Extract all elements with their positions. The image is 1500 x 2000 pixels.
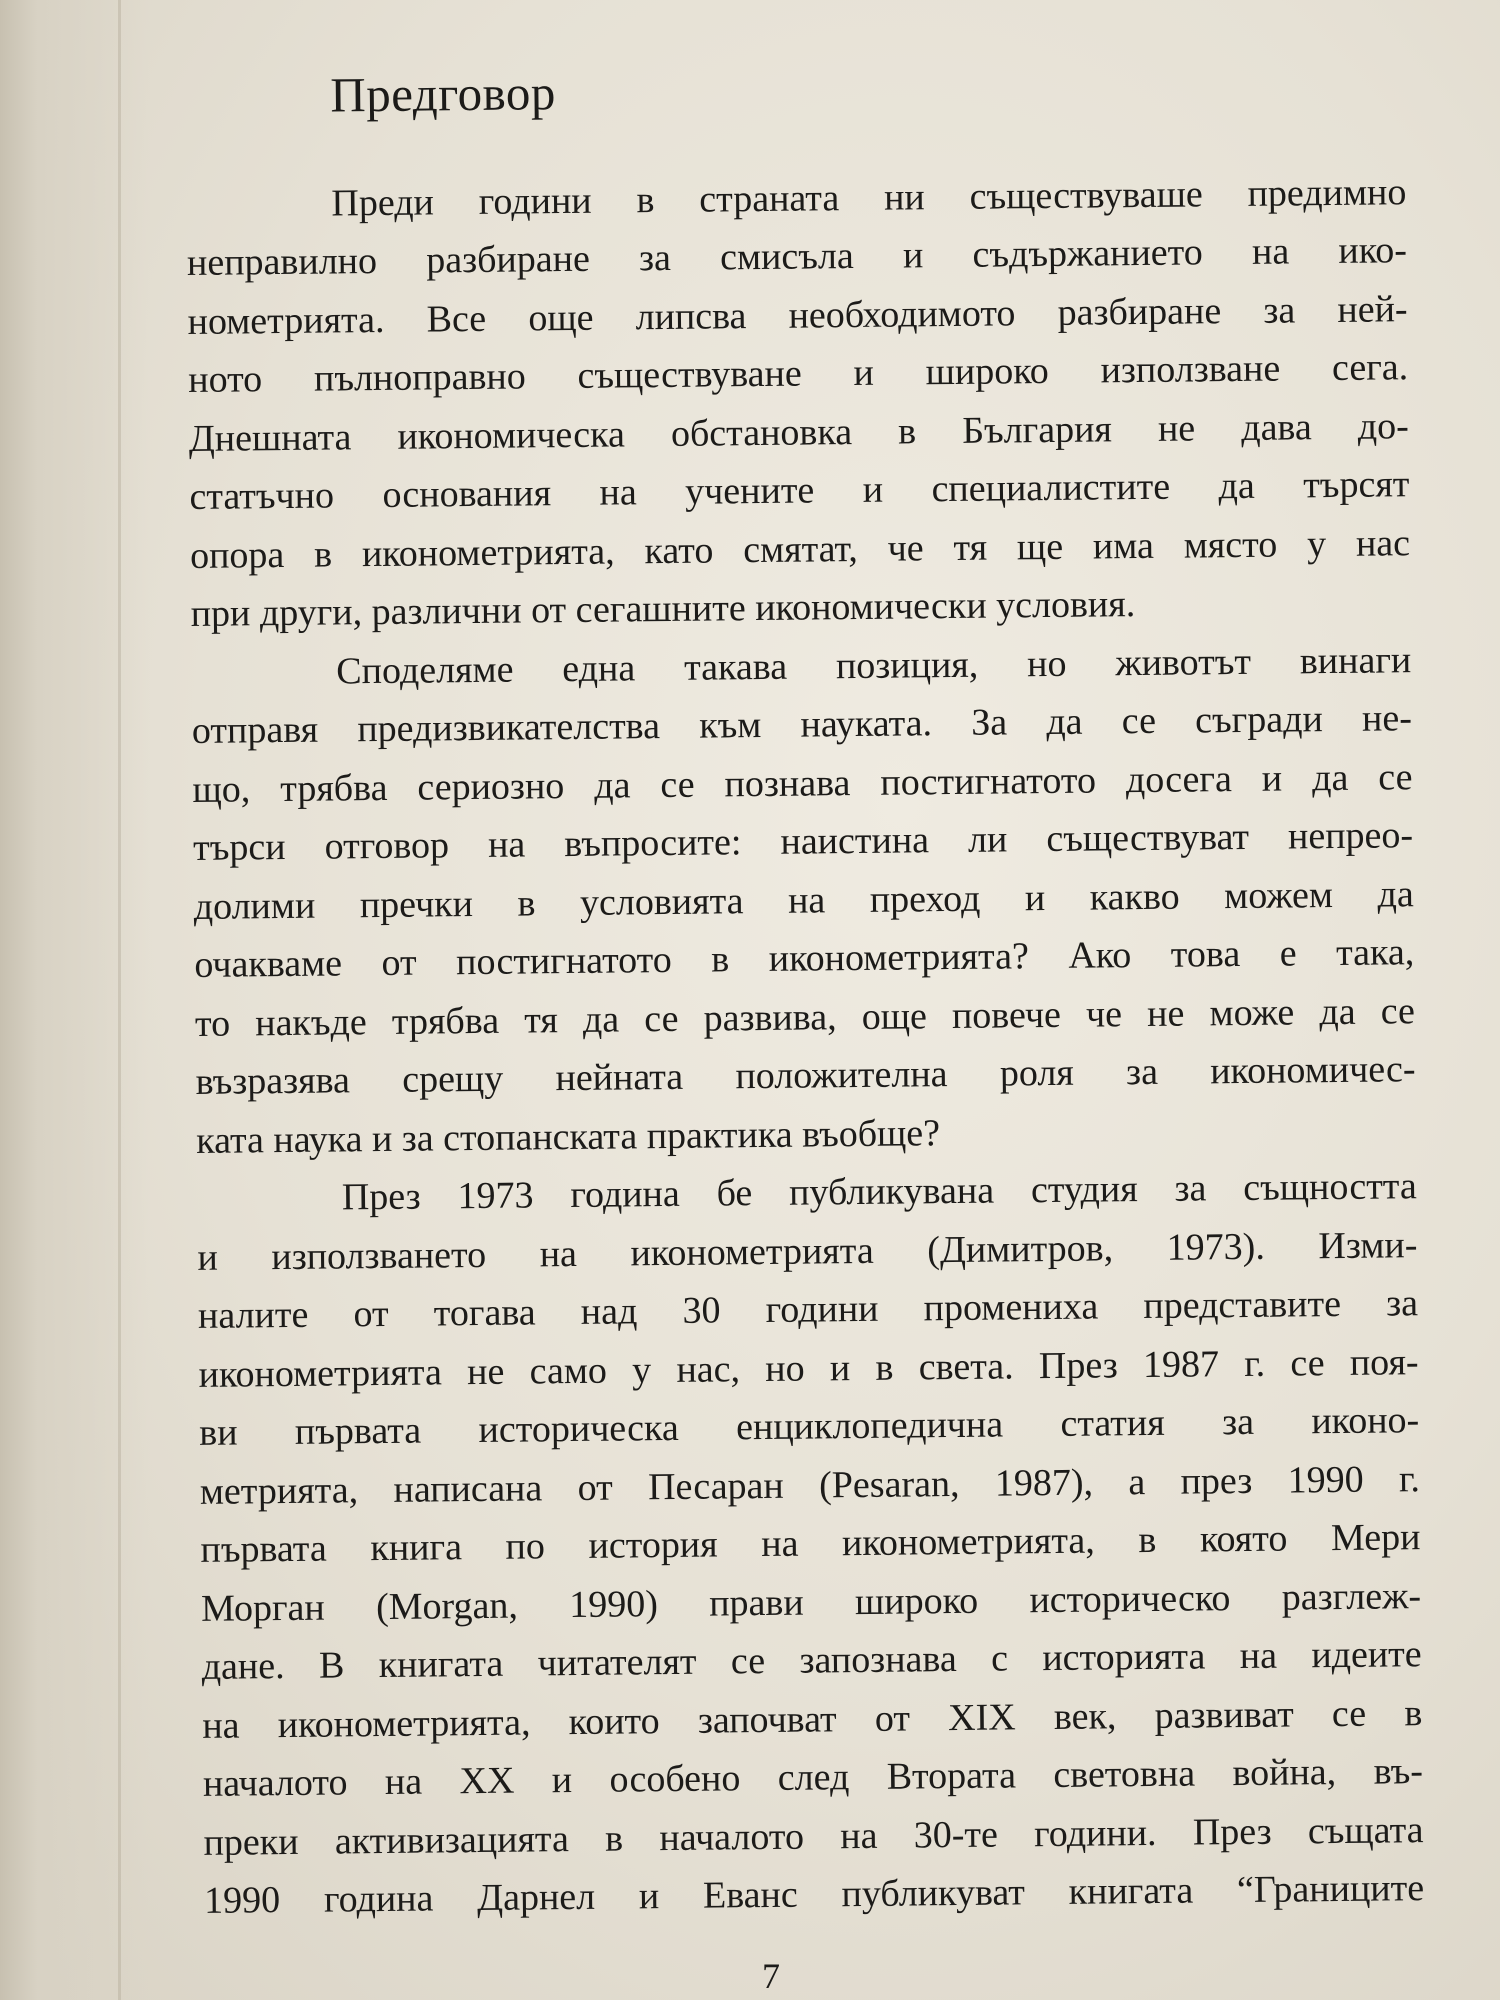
text-line: на иконометрията, които започват от XIX век, развиват се в — [202, 1692, 1423, 1747]
text-line: Морган (Morgan, 1990) прави широко историческо разглеж- — [200, 1575, 1422, 1630]
text-line: опора в иконометрията, като смятат, че тя ще има място у нас — [189, 522, 1411, 577]
text-line: и използването на иконометрията (Димитров, 1973). Изми- — [197, 1224, 1418, 1279]
text-line: що, трябва сериозно да се познава постигнатото досега и да се — [192, 756, 1413, 811]
text-line: ното пълноправно съществуване и широко използване сега. — [188, 346, 1409, 402]
text-line: преки активизацията в началото на 30-те години. През същата — [203, 1809, 1424, 1864]
text-line: ви първата историческа енциклопедична статия за иконо- — [199, 1399, 1420, 1455]
text-line: нометрията. Все още липсва необходимото разбиране за ней- — [187, 288, 1408, 343]
text-line: долими пречки в условията на преход и какво можем да — [193, 873, 1414, 928]
text-line: статъчно основания на учените и специалистите да търсят — [189, 463, 1410, 519]
text-line: отправя предизвикателства към науката. За да се съгради не- — [191, 697, 1413, 753]
text-line: търси отговор на въпросите: наистина ли съществуват непрео- — [192, 814, 1414, 870]
text-line: иконометрията не само у нас, но и в света. През 1987 г. се поя- — [198, 1341, 1419, 1396]
text-line: Днешната икономическа обстановка в България не дава до- — [188, 405, 1410, 460]
text-line: дане. В книгата читателят се запознава с историята на идеите — [201, 1633, 1422, 1689]
spine-shadow — [0, 0, 150, 2000]
text-line: първата книга по история на иконометрията, в която Мери — [200, 1516, 1421, 1572]
page-number: 7 — [762, 1956, 780, 1996]
text-line: Споделяме една такава позиция, но животът винаги — [336, 639, 1412, 693]
text-line: възразява срещу нейната положителна роля за икономичес- — [195, 1048, 1416, 1104]
text-line: метрията, написана от Песаран (Pesaran, 1987), а през 1990 г. — [199, 1458, 1421, 1513]
body-text — [186, 163, 1424, 1931]
text-line: ката наука и за стопанската практика въобще? — [195, 1112, 941, 1162]
chapter-heading: Предговор — [329, 65, 557, 123]
text-line: През 1973 година бе публикувана студия за същността — [341, 1165, 1417, 1219]
text-line: очакваме от постигнатото в иконометрията? Ако това е така, — [194, 931, 1415, 987]
text-line: то накъде трябва тя да се развива, още повече че не може да се — [194, 990, 1416, 1045]
text-line: неправилно разбиране за смисъла и съдържанието на ико- — [186, 229, 1408, 285]
spine-edge — [118, 0, 121, 2000]
text-line: 1990 година Дарнел и Еванс публикуват книгата “Границите — [203, 1867, 1425, 1923]
text-line: налите от тогава над 30 години промениха представите за — [197, 1282, 1419, 1338]
text-line: началото на XX и особено след Втората световна война, въ- — [202, 1750, 1424, 1806]
text-line: при други, различни от сегашните икономически условия. — [190, 583, 1136, 636]
text-block — [185, 57, 1424, 1931]
text-line: Преди години в страната ни съществуваше предимно — [331, 171, 1407, 225]
